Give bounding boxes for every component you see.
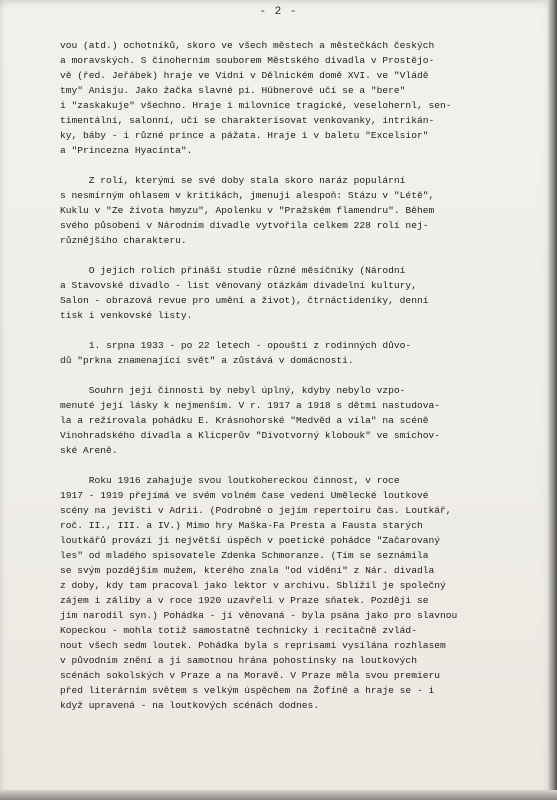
text-line: Kuklu v "Ze života hmyzu", Apolenku v "Pražském flamendru". Během: [60, 205, 435, 216]
text-line: la a režírovala pohádku E. Krásnohorské "Medvěd a víla" na scéně: [60, 415, 429, 426]
text-line: s nesmírným ohlasem v kritikách, jmenuji alespoň: Stázu v "Létě",: [60, 190, 435, 201]
text-line: les" od mladého spisovatele Zdenka Schmoranze. (Tím se seznámila: [60, 550, 429, 561]
text-line: dů "prkna znamenající svět" a zůstává v domácnosti.: [60, 355, 354, 366]
text-line: 1. srpna 1933 - po 22 letech - opouští z rodinných důvo-: [60, 340, 412, 351]
text-line: vou (atd.) ochotníků, skoro ve všech městech a městečkách českých: [60, 40, 435, 51]
page-edge-shadow: [548, 0, 557, 800]
text-line: menuté její lásky k nejmenším. V r. 1917 a 1918 s dětmi nastudova-: [60, 400, 440, 411]
text-line: v původním znění a jí samotnou hrána pohostinsky na loutkových: [60, 655, 417, 666]
paragraph-gap: [60, 158, 538, 173]
text-line: Kopeckou - mohla totiž samostatně technicky i recitačně zvlád-: [60, 625, 417, 636]
text-line: a Stavovské divadlo - list věnovaný otázkám divadelní kultury,: [60, 280, 417, 291]
paragraph-gap: [60, 323, 538, 338]
page-number: - 2 -: [259, 6, 298, 18]
text-line: svého působení v Národním divadle vytvořila celkem 228 rolí nej-: [60, 220, 429, 231]
text-line: před literárním světem s velkým úspěchem na Žofíně a hraje se - i: [60, 685, 435, 696]
text-line: i "zaskakuje" všechno. Hraje i milovnice tragické, veselohernl, sen-: [60, 100, 452, 111]
text-line: scény na jevišti v Adrii. (Podrobně o jejím repertoiru čas. Loutkář,: [60, 505, 452, 516]
text-line: ky, báby - i různé prince a pážata. Hraje i v baletu "Excelsior": [60, 130, 429, 141]
text-line: Roku 1916 zahajuje svou loutkohereckou činnost, v roce: [60, 475, 400, 486]
text-line: když upravená - na loutkových scénách dodnes.: [60, 700, 320, 711]
text-line: Vinohradského divadla a Klicperův "Divotvorný klobouk" ve smíchov-: [60, 430, 440, 441]
text-line: O jejích rolích přináší studie různé měsíčníky (Národní: [60, 265, 406, 276]
text-line: 1917 - 1919 přejímá ve svém volném čase vedení Umělecké loutkové: [60, 490, 429, 501]
text-line: scénách sokolských v Praze a na Moravě. V Praze měla svou premieru: [60, 670, 440, 681]
paragraph-gap: [60, 248, 538, 263]
page-bottom-edge: [0, 790, 557, 800]
text-line: Z rolí, kterými se své doby stala skoro naráz populární: [60, 175, 406, 186]
text-line: roč. II., III. a IV.) Mimo hry Maška-Fa Presta a Fausta starých: [60, 520, 423, 531]
text-line: a moravských. S činoherním souborem Městského divadla v Prostějo-: [60, 55, 435, 66]
text-line: tmy" Anisju. Jako žačka slavné pí. Hübnerové učí se a "bere": [60, 85, 406, 96]
text-line: a "Princezna Hyacinta".: [60, 145, 193, 156]
text-line: timentální, salonní, učí se charakterisovat venkovanky, intrikán-: [60, 115, 435, 126]
text-line: jim narodil syn.) Pohádka - jí věnovaná - byla psána jako pro slavnou: [60, 610, 458, 621]
document-body: [60, 38, 538, 713]
text-line: zájem i záliby a v roce 1920 uzavřeli v Praze sňatek. Později se: [60, 595, 429, 606]
paragraph-gap: [60, 458, 538, 473]
text-line: Salon - obrazová revue pro umění a život), čtrnáctideníky, denní: [60, 295, 429, 306]
text-line: tisk i venkovské listy.: [60, 310, 193, 321]
text-line: ské Areně.: [60, 445, 118, 456]
paragraph-gap: [60, 368, 538, 383]
text-line: vě (řed. Jeřábek) hraje ve Vídni v Dělnickém domě XVI. ve "Vládě: [60, 70, 429, 81]
text-line: nout všech sedm loutek. Pohádka byla s reprisami vysílána rozhlasem: [60, 640, 446, 651]
text-line: loutkářů provází ji největší úspěch v poetické pohádce "Začarovaný: [60, 535, 440, 546]
text-line: z doby, kdy tam pracoval jako lektor v archivu. Sblížil je společný: [60, 580, 446, 591]
text-line: různějšího charakteru.: [60, 235, 187, 246]
text-line: se svým pozdějším mužem, kterého znala "od vidění" z Nár. divadla: [60, 565, 435, 576]
text-line: Souhrn její činnosti by nebyl úplný, kdyby nebylo vzpo-: [60, 385, 406, 396]
